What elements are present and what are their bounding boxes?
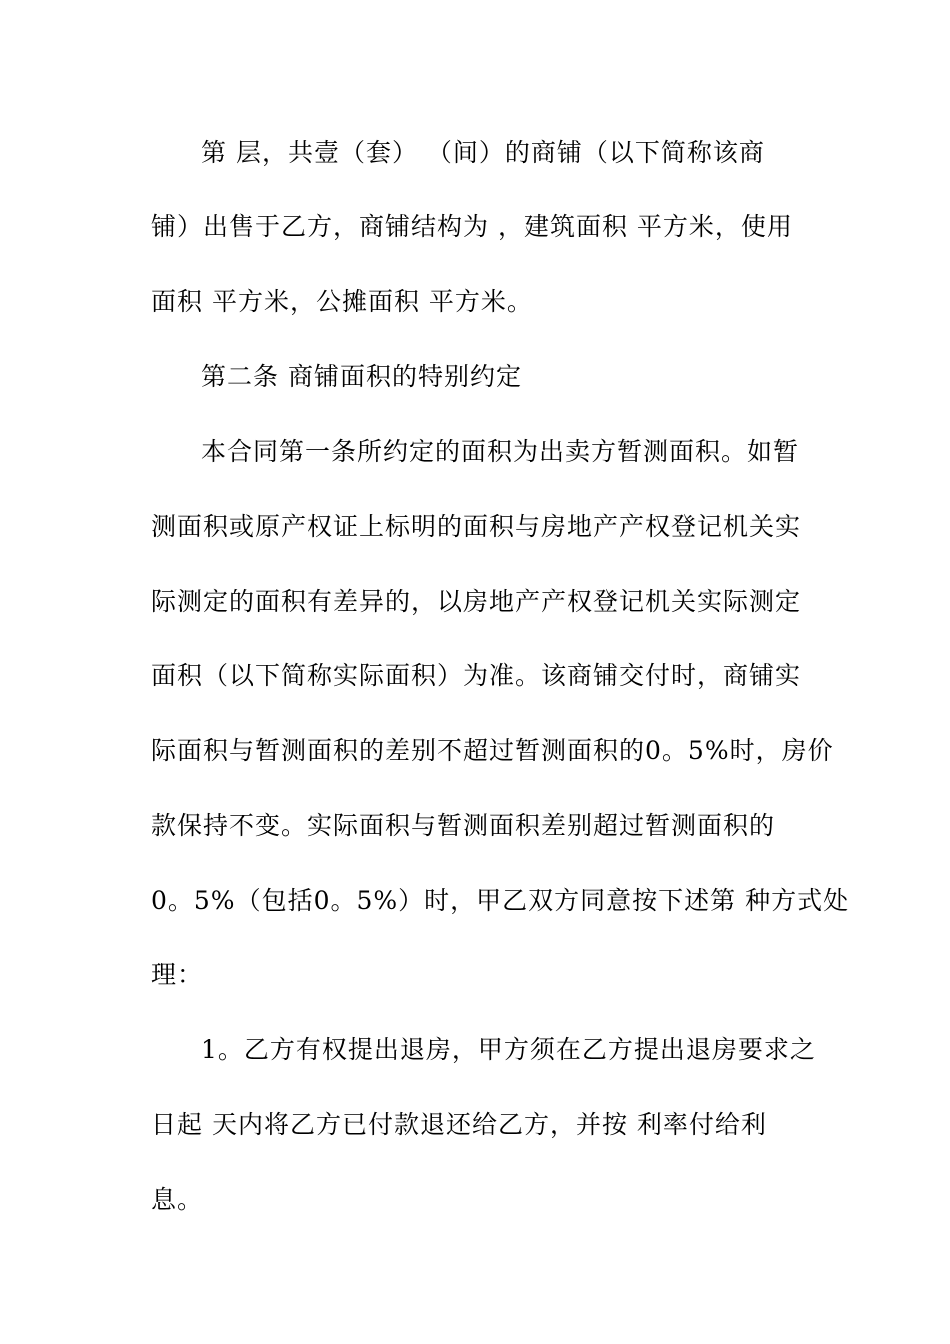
text-line-12: 理： xyxy=(151,960,204,989)
text-line-7: 际测定的面积有差异的，以房地产产权登记机关实际测定 xyxy=(151,587,802,616)
text-line-11: 0。5%（包括0。5%）时，甲乙双方同意按下述第 种方式处 xyxy=(151,886,850,915)
text-line-1: 第 层，共壹（套） （间）的商铺（以下简称该商 xyxy=(201,138,765,167)
text-line-15: 息。 xyxy=(151,1185,204,1214)
text-line-2: 铺）出售于乙方，商铺结构为 ，建筑面积 平方米，使用 xyxy=(151,212,793,241)
section-heading: 第二条 商铺面积的特别约定 xyxy=(201,362,522,391)
text-line-6: 测面积或原产权证上标明的面积与房地产产权登记机关实 xyxy=(151,512,802,541)
text-line-3: 面积 平方米，公摊面积 平方米。 xyxy=(151,287,533,316)
text-line-10: 款保持不变。实际面积与暂测面积差别超过暂测面积的 xyxy=(151,811,776,840)
text-line-8: 面积（以下简称实际面积）为准。该商铺交付时，商铺实 xyxy=(151,661,802,690)
text-line-5: 本合同第一条所约定的面积为出卖方暂测面积。如暂 xyxy=(201,437,800,466)
text-line-9: 际面积与暂测面积的差别不超过暂测面积的0。5%时，房价 xyxy=(151,736,834,765)
text-line-14: 日起 天内将乙方已付款退还给乙方，并按 利率付给利 xyxy=(151,1110,767,1139)
text-line-13: 1。乙方有权提出退房，甲方须在乙方提出退房要求之 xyxy=(201,1035,816,1064)
